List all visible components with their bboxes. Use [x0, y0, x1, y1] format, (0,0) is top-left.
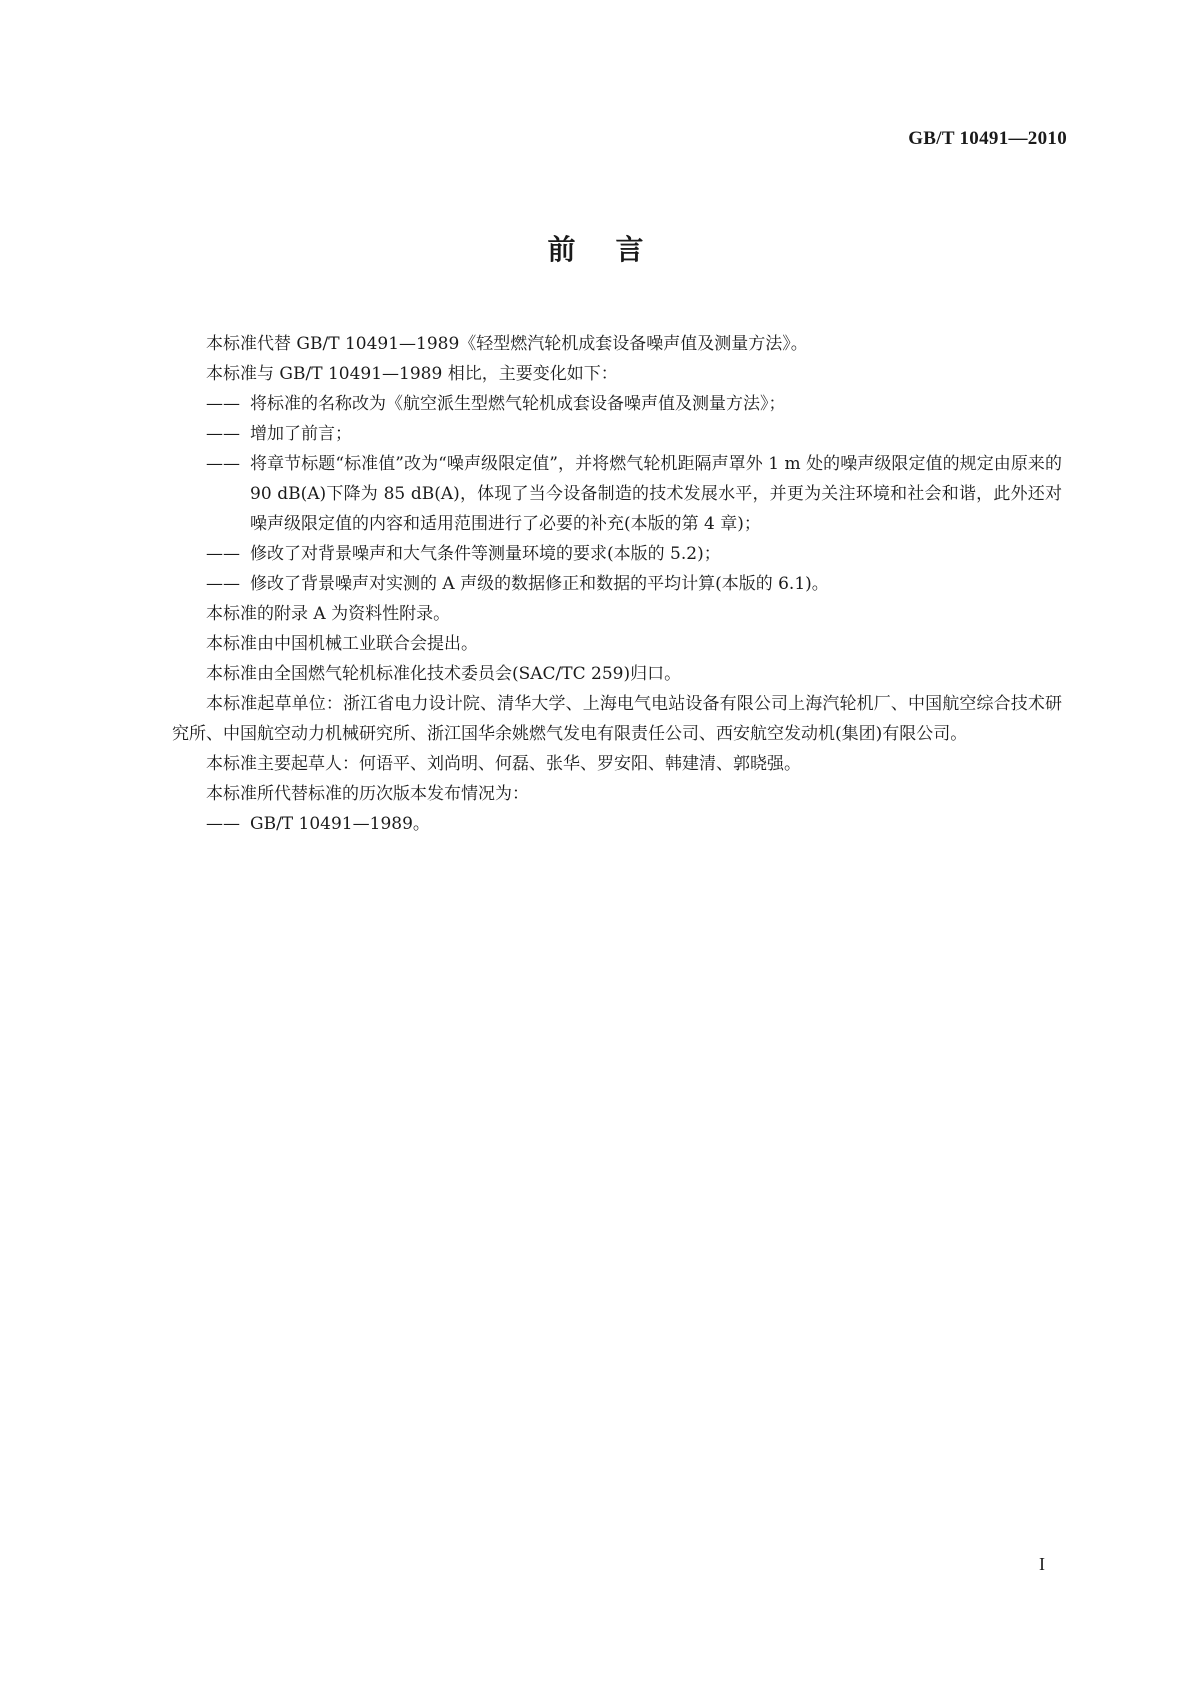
paragraph: 本标准主要起草人：何语平、刘尚明、何磊、张华、罗安阳、韩建清、郭晓强。	[206, 754, 801, 774]
standard-number: GB/T 10491—2010	[908, 128, 1067, 149]
list-dash: ——	[206, 394, 240, 414]
list-dash: ——	[206, 814, 240, 834]
list-dash: ——	[206, 454, 240, 474]
list-dash: ——	[206, 544, 240, 564]
list-item	[172, 419, 1062, 449]
paragraph: 本标准所代替标准的历次版本发布情况为：	[206, 784, 529, 804]
paragraph: 本标准起草单位：浙江省电力设计院、清华大学、上海电气电站设备有限公司上海汽轮机厂、中国航空综合技术研究所、中国航空动力机械研究所、浙江国华余姚燃气发电有限责任公司、西安航空发动机(集团)有限公司。	[172, 694, 1062, 744]
list-item-text: 增加了前言；	[250, 424, 352, 444]
list-item	[172, 809, 1062, 839]
page-title: 前言	[547, 233, 684, 266]
paragraph: 本标准由全国燃气轮机标准化技术委员会(SAC/TC 259)归口。	[206, 664, 682, 684]
list-item-text: 将章节标题“标准值”改为“噪声级限定值”，并将燃气轮机距隔声罩外 1 m 处的噪声级限定值的规定由原来的 90 dB(A)下降为 85 dB(A)，体现了当今设备制造的技术发展水平，并更为关注环境和社会和谐，此外还对噪声级限定值的内容和适用范围进行了必要的补充(本版的第 4 章)；	[250, 454, 1062, 534]
list-item	[172, 569, 1062, 599]
list-item-text: 修改了背景噪声对实测的 A 声级的数据修正和数据的平均计算(本版的 6.1)。	[250, 574, 829, 594]
list-item	[172, 449, 1062, 539]
list-item-text: 修改了对背景噪声和大气条件等测量环境的要求(本版的 5.2)；	[250, 544, 721, 564]
foreword-body	[172, 329, 1062, 839]
list-item-text: GB/T 10491—1989。	[250, 814, 430, 834]
paragraph: 本标准的附录 A 为资料性附录。	[206, 604, 451, 624]
list-item-text: 将标准的名称改为《航空派生型燃气轮机成套设备噪声值及测量方法》；	[250, 394, 786, 414]
page-number: I	[1039, 1554, 1045, 1574]
list-dash: ——	[206, 574, 240, 594]
paragraph: 本标准由中国机械工业联合会提出。	[206, 634, 478, 654]
list-item	[172, 539, 1062, 569]
list-item	[172, 389, 1062, 419]
paragraph: 本标准代替 GB/T 10491—1989《轻型燃汽轮机成套设备噪声值及测量方法》。	[206, 334, 808, 354]
list-dash: ——	[206, 424, 240, 444]
paragraph: 本标准与 GB/T 10491—1989 相比，主要变化如下：	[206, 364, 618, 384]
